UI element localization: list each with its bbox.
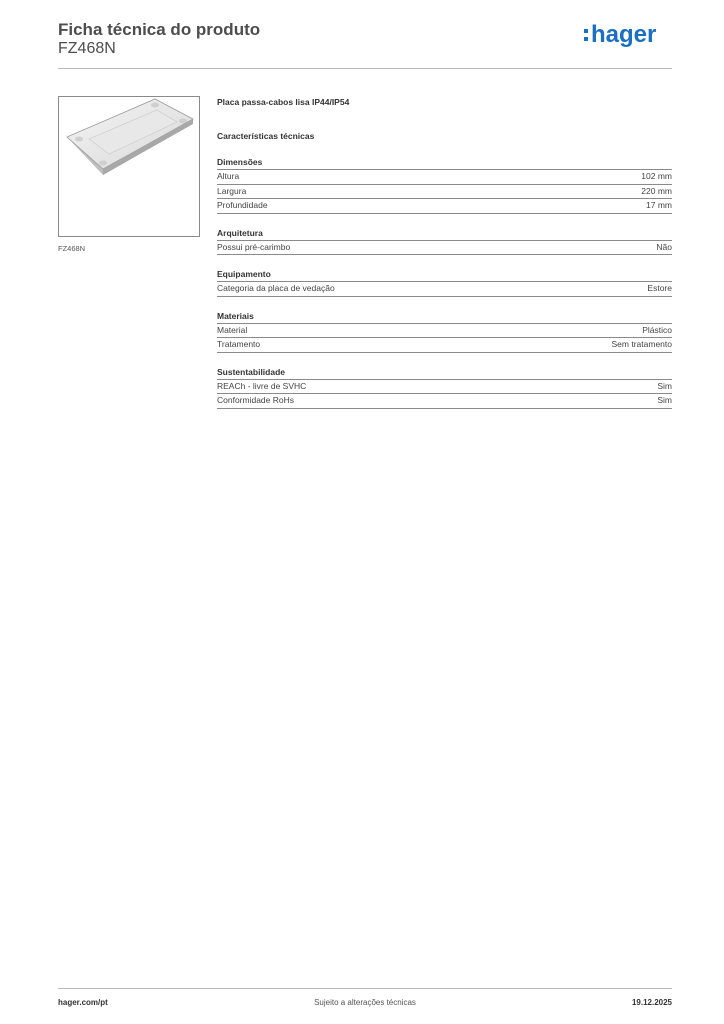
- spec-value: 17 mm: [646, 200, 672, 210]
- spec-row: [217, 241, 672, 256]
- section-equipment: [217, 268, 672, 297]
- technical-characteristics-heading: Características técnicas: [217, 131, 315, 141]
- spec-row: [217, 282, 672, 297]
- footer-notice: Sujeito a alterações técnicas: [314, 998, 416, 1007]
- spec-label: Conformidade RoHs: [217, 395, 295, 405]
- section-title: Dimensões: [217, 156, 672, 170]
- section-title: Arquitetura: [217, 227, 672, 241]
- spec-row: [217, 338, 672, 353]
- image-caption: FZ468N: [58, 244, 86, 253]
- spec-value: Estore: [647, 283, 672, 293]
- spec-row: [217, 170, 672, 185]
- header-divider: [58, 68, 672, 69]
- spec-value: Não: [656, 241, 672, 252]
- spec-label: Categoria da placa de vedação: [217, 283, 335, 293]
- spec-row: [217, 394, 672, 409]
- document-title: Ficha técnica do produto: [58, 20, 261, 39]
- spec-row: [217, 185, 672, 200]
- footer-website-link[interactable]: hager.com/pt: [58, 998, 108, 1007]
- footer-date: 19.12.2025: [631, 998, 672, 1007]
- spec-label: REACh - livre de SVHC: [217, 380, 307, 391]
- spec-label: Material: [217, 324, 248, 335]
- product-code: FZ468N: [58, 40, 116, 57]
- section-materials: [217, 310, 672, 353]
- product-image: [58, 96, 200, 237]
- spec-value: 220 mm: [641, 185, 672, 196]
- spec-row: [217, 324, 672, 339]
- section-title: Equipamento: [217, 268, 672, 282]
- spec-label: Possui pré-carimbo: [217, 241, 291, 252]
- spec-value: Sim: [657, 380, 672, 391]
- spec-label: Tratamento: [217, 339, 261, 349]
- hager-logo: [582, 20, 672, 50]
- section-title: Materiais: [217, 310, 672, 324]
- spec-value: Plástico: [642, 324, 672, 335]
- spec-label: Profundidade: [217, 200, 268, 210]
- svg-text:hager: hager: [591, 21, 657, 48]
- section-architecture: [217, 227, 672, 256]
- spec-label: Altura: [217, 171, 240, 181]
- footer-divider: [58, 988, 672, 989]
- spec-row: [217, 199, 672, 214]
- spec-value: Sim: [657, 395, 672, 405]
- section-title: Sustentabilidade: [217, 366, 672, 380]
- product-name: Placa passa-cabos lisa IP44/IP54: [217, 97, 350, 107]
- spec-label: Largura: [217, 185, 247, 196]
- product-details: [217, 96, 672, 409]
- spec-row: [217, 380, 672, 395]
- spec-value: Sem tratamento: [611, 339, 672, 349]
- spec-value: 102 mm: [641, 171, 672, 181]
- page-header: [58, 20, 672, 58]
- section-dimensions: [217, 156, 672, 214]
- section-sustainability: [217, 366, 672, 409]
